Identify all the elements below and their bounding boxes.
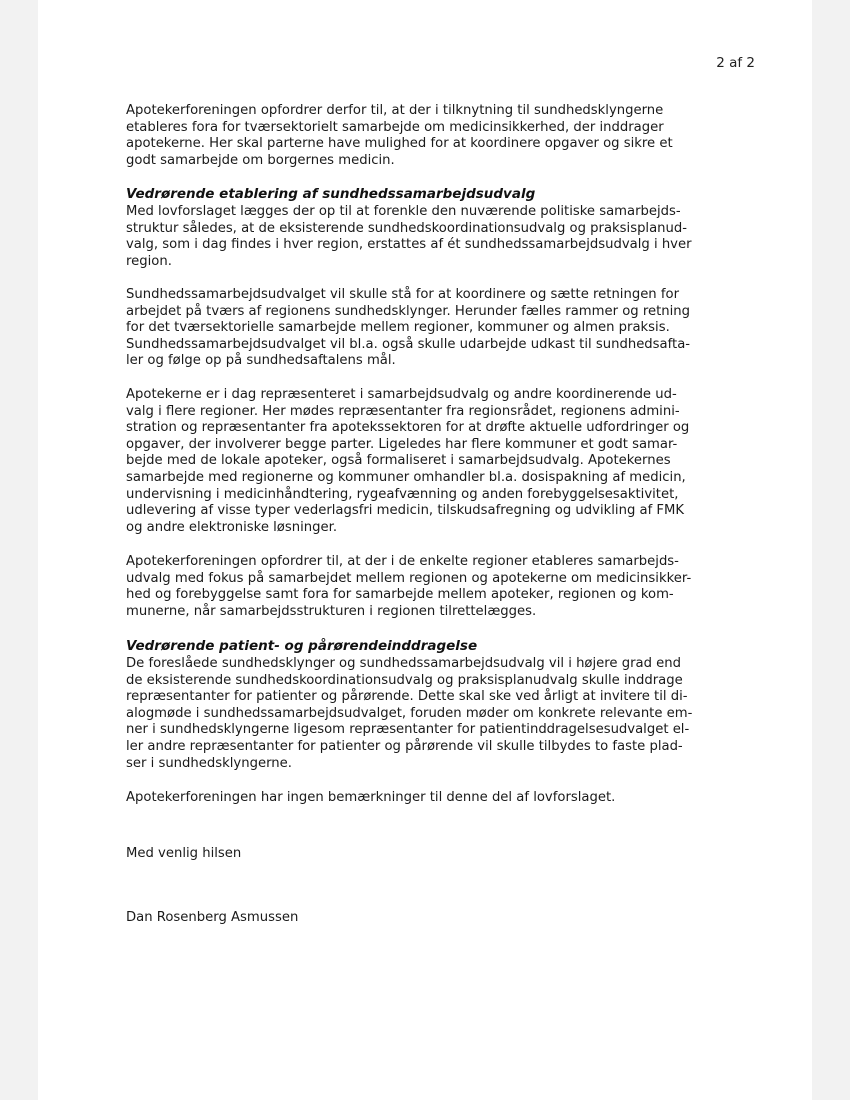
- text-line: alogmøde i sundhedssamarbejdsudvalget, foruden møder om konkrete relevante em-: [126, 705, 693, 721]
- text-line: udvalg med fokus på samarbejdet mellem regionen og apotekerne om medicinsikker-: [126, 570, 692, 586]
- text-line: stration og repræsentanter fra apotekssektoren for at drøfte aktuelle udfordringer og: [126, 420, 690, 436]
- text-line: Med lovforslaget lægges der op til at forenkle den nuværende politiske samarbejds-: [126, 204, 681, 219]
- text-line: opgaver, der involverer begge parter. Ligeledes har flere kommuner et godt samar-: [126, 436, 678, 452]
- paragraph-patientinddragelse: [126, 656, 730, 772]
- paragraph-intro: [126, 103, 730, 169]
- text-line: Sundhedssamarbejdsudvalget vil skulle stå for at koordinere og sætte retningen for: [126, 287, 679, 302]
- text-line: godt samarbejde om borgernes medicin.: [126, 152, 395, 168]
- text-line: valg i flere regioner. Her mødes repræsentanter fra regionsrådet, regionens admini-: [126, 403, 680, 419]
- text-line: region.: [126, 253, 172, 269]
- document-page: [38, 0, 812, 1100]
- paragraph-apotekerne: [126, 387, 730, 536]
- paragraph-sundhedssamarbejdsudvalget: [126, 287, 730, 370]
- text-line: repræsentanter for patienter og pårørende. Dette skal ske ved årligt at invitere til di-: [126, 689, 688, 705]
- text-line: bejde med de lokale apoteker, også formaliseret i samarbejdsudvalg. Apotekernes: [126, 453, 671, 469]
- text-line: de eksisterende sundhedskoordinationsudvalg og praksisplanudvalg skulle inddrage: [126, 672, 683, 688]
- text-line: for det tværsektorielle samarbejde mellem regioner, kommuner og almen praksis.: [126, 320, 670, 336]
- text-line: De foreslåede sundhedsklynger og sundhedssamarbejdsudvalg vil i højere grad end: [126, 656, 681, 671]
- text-line: hed og forebyggelse samt fora for samarbejde mellem apoteker, regionen og kom-: [126, 587, 674, 603]
- paragraph-no-remarks: Apotekerforeningen har ingen bemærkninger til denne del af lovforslaget.: [126, 790, 616, 805]
- text-line: udlevering af visse typer vederlagsfri medicin, tilskudsafregning og udvikling af FMK: [126, 503, 685, 519]
- text-line: Apotekerforeningen opfordrer derfor til, at der i tilknytning til sundhedsklyngerne: [126, 103, 664, 118]
- paragraph-lovforslag: [126, 204, 730, 270]
- text-line: samarbejde med regionerne og kommuner omhandler bl.a. dosispakning af medicin,: [126, 469, 686, 485]
- text-line: og andre elektroniske løsninger.: [126, 519, 338, 535]
- text-line: ser i sundhedsklyngerne.: [126, 755, 292, 771]
- page-number: 2 af 2: [716, 55, 755, 71]
- paragraph-opfordring: [126, 554, 730, 620]
- signatory-name: Dan Rosenberg Asmussen: [126, 910, 299, 925]
- text-line: Sundhedssamarbejdsudvalget vil bl.a. også skulle udarbejde udkast til sundhedsafta-: [126, 336, 691, 352]
- text-line: struktur således, at de eksisterende sundhedskoordinationsudvalg og praksisplanud-: [126, 220, 688, 236]
- text-line: Apotekerforeningen opfordrer til, at der i de enkelte regioner etableres samarbejds-: [126, 554, 679, 569]
- text-line: ler og følge op på sundhedsaftalens mål.: [126, 353, 396, 369]
- section-heading-samarbejdsudvalg: Vedrørende etablering af sundhedssamarbejdsudvalg: [126, 186, 536, 202]
- text-line: arbejdet på tværs af regionens sundhedsklynger. Herunder fælles rammer og retning: [126, 303, 691, 319]
- closing-greeting: Med venlig hilsen: [126, 846, 242, 861]
- text-line: valg, som i dag findes i hver region, erstattes af ét sundhedssamarbejdsudvalg i hver: [126, 237, 692, 253]
- text-line: Apotekerne er i dag repræsenteret i samarbejdsudvalg og andre koordinerende ud-: [126, 387, 677, 402]
- section-heading-inddragelse: Vedrørende patient- og pårørendeinddragelse: [126, 638, 478, 654]
- text-line: ner i sundhedsklyngerne ligesom repræsentanter for patientinddragelsesudvalget el-: [126, 722, 690, 738]
- text-line: etableres fora for tværsektorielt samarbejde om medicinsikkerhed, der inddrager: [126, 119, 664, 135]
- text-line: apotekerne. Her skal parterne have mulighed for at koordinere opgaver og sikre et: [126, 136, 673, 152]
- text-line: ler andre repræsentanter for patienter og pårørende vil skulle tilbydes to faste plad-: [126, 738, 683, 754]
- text-line: munerne, når samarbejdsstrukturen i regionen tilrettelægges.: [126, 603, 537, 619]
- text-line: undervisning i medicinhåndtering, rygeafvænning og anden forebyggelsesaktivitet,: [126, 486, 679, 502]
